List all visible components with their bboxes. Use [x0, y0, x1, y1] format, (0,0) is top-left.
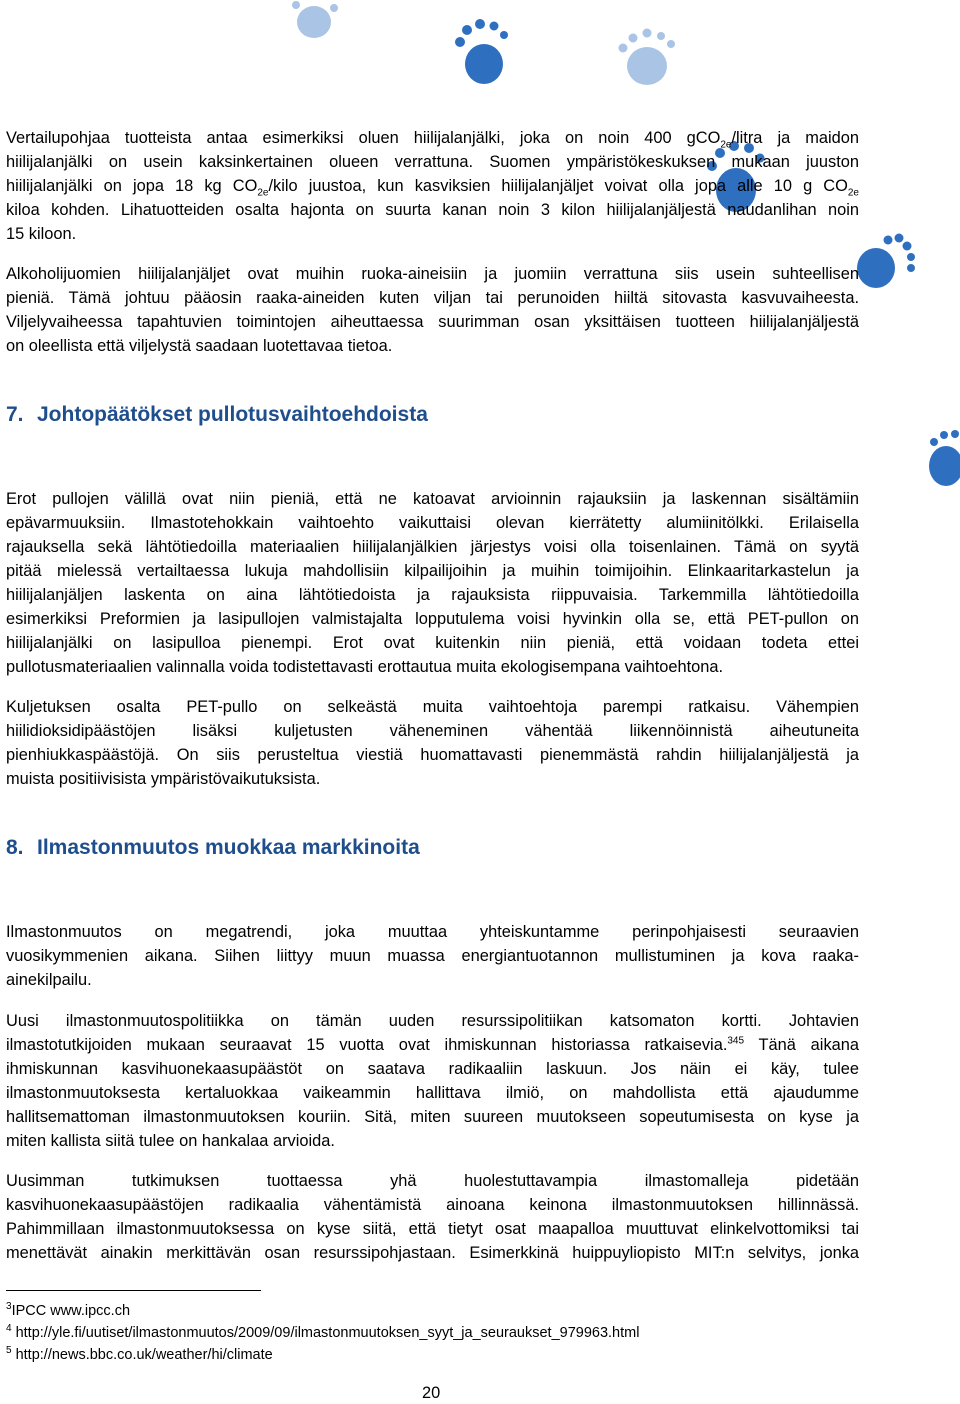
text-line: Kuljetuksen osalta PET-pullo on selkeästä muita vaihtoehtoja parempi ratkaisu. Vähempien	[6, 698, 859, 716]
text-line: kiloa kohden. Lihatuotteiden osalta hajonta on suurta kanan noin 3 kilon hiilijalanjäljestä naudanlihan noin	[6, 201, 859, 219]
footprint-icon	[450, 18, 515, 88]
page-number: 20	[422, 1384, 441, 1402]
text-line: on oleellista että viljelystä saadaan luotettavaa tietoa.	[6, 337, 393, 355]
footprint-icon	[924, 428, 960, 490]
text-line: Uusi ilmastonmuutospolitiikka on tämän uuden resurssipolitiikan katsomaton kortti. Johtavien	[6, 1012, 859, 1030]
text-line: Viljelyvaiheessa tapahtuvien toimintojen aiheuttaessa suurimman osan yksittäisen tuotteen hiilijalanjäljestä	[6, 313, 859, 331]
footprint-icon	[282, 0, 352, 45]
section-heading-8: 8. Ilmastonmuutos muokkaa markkinoita	[6, 836, 420, 859]
footprint-icon	[852, 232, 918, 292]
text-line: ilmastotutkijoiden mukaan seuraavat 15 vuotta ovat ihmiskunnan historiassa ratkaisevia.$^{345}$ Tänä aikana	[6, 1035, 859, 1054]
text-line: pitää mielessä vertailtaessa lukuja mahdollisiin kilpailijoihin ja muihin toimijoihin. Elinkaaritarkastelun ja	[6, 562, 859, 580]
footnote[interactable]: $^4$ http://yle.fi/uutiset/ilmastonmuutos/2009/09/ilmastonmuutoksen_syyt_ja_seuraukset_979963.html	[6, 1323, 640, 1341]
text-line: hiilijalanjäljen laskenta on aina lähtötiedoista ja rajauksista riippuvaisia. Tarkemmilla lähtötiedoilla	[6, 586, 859, 604]
text-line: kasvihuonekaasupäästöjen radikaalia vähentämistä ainoana keinona ilmastonmuutoksen hillinnässä.	[6, 1196, 859, 1214]
footprint-icon	[613, 28, 683, 88]
text-line: miten kallista siitä tulee on hankalaa arvioida.	[6, 1132, 335, 1150]
text-line: pullotusmateriaalien valinnalla voida todistettavasti erottautua muita ekologisempana vaihtoehtona.	[6, 658, 724, 676]
text-line: pieniä. Tämä johtuu pääosin raaka-aineiden kuten viljan tai perunoiden hiiltä sitovasta kasvuvaiheesta.	[6, 289, 859, 307]
text-line: 15 kiloon.	[6, 225, 77, 243]
text-line: muista positiivisista ympäristövaikutuksista.	[6, 770, 321, 788]
text-line: hiilijalanjälki on usein kaksinkertainen olueen verrattuna. Suomen ympäristökeskuksen mukaan juuston	[6, 153, 859, 171]
text-line: rajauksella sekä lähtötiedoilla materiaalien hiilijalanjälkien järjestys voisi olla toisenlainen. Tämä on syytä	[6, 538, 859, 556]
text-line: Alkoholijuomien hiilijalanjäljet ovat muihin ruoka-aineisiin ja juomiin verrattuna siis usein suhteellisen	[6, 265, 859, 283]
footnote-divider	[6, 1290, 261, 1291]
text-line: vuosikymmenien aikana. Siihen liittyy muun muassa energiantuotannon mullistuminen ja kova raaka-	[6, 947, 859, 965]
text-line: ihmiskunnan kasvihuonekaasupäästöt on saatava radikaaliin laskuun. Jos näin ei käy, tulee	[6, 1060, 859, 1078]
text-line: epävarmuuksiin. Ilmastotehokkain vaihtoehto vaikuttaisi olevan kierrätetty alumiinitölkki. Erilaisella	[6, 514, 859, 532]
text-line: hiilijalanjälki on jopa 18 kg $CO_{2e}$/kilo juustoa, kun kasviksien hiilijalanjäljet voivat olla jopa alle 10 g $CO_{2e}$	[6, 177, 859, 199]
footnote[interactable]: $^5$ http://news.bbc.co.uk/weather/hi/climate	[6, 1345, 273, 1363]
text-line: hallitsemattoman ilmastonmuutoksen kouriin. Sitä, miten suureen muutokseen sopeutumisesta on kyse ja	[6, 1108, 859, 1126]
text-line: pienhiukkaspäästöjä. On siis perusteltua viestiä huomattavasti pienemmästä rahdin hiilijalanjäljestä ja	[6, 746, 859, 764]
text-line: menettävät ainakin merkittävän osan resurssipohjastaan. Esimerkkinä huippuyliopisto MIT:n selvitys, jonka	[6, 1244, 859, 1262]
text-line: hiilidioksidipäästöjen lisäksi kuljetusten väheneminen vähentää liikennöinnistä aiheutuneita	[6, 722, 859, 740]
text-line: esimerkiksi Preformien ja lasipullojen valmistajalta lopputulema voisi hyvinkin olla se, että PET-pullon on	[6, 610, 859, 628]
text-line: Erot pullojen välillä ovat niin pieniä, että ne katoavat arvioinnin rajauksiin ja laskennan sisältämiin	[6, 490, 859, 508]
footnote-ref: 345	[727, 1035, 745, 1047]
section-heading-7: 7. Johtopäätökset pullotusvaihtoehdoista	[6, 403, 428, 426]
text-line: ainekilpailu.	[6, 971, 92, 989]
text-line: Ilmastonmuutos on megatrendi, joka muuttaa yhteiskuntamme perinpohjaisesti seuraavien	[6, 923, 859, 941]
footnote: $^3$IPCC www.ipcc.ch	[6, 1301, 131, 1319]
text-line: hiilijalanjälki on lasipulloa pienempi. Erot ovat kuitenkin niin pieniä, että voidaan todeta ettei	[6, 634, 859, 652]
text-line: ilmastonmuutoksesta kertaluokkaa vaikeammin hallittava ilmiö, on mahdollista että ajaudumme	[6, 1084, 859, 1102]
text-line: Pahimmillaan ilmastonmuutoksessa on kyse siitä, että tietyt osat maapalloa muuttuvat elinkelvottomiksi tai	[6, 1220, 859, 1238]
text-line: Vertailupohjaa tuotteista antaa esimerkiksi oluen hiilijalanjälki, joka on noin 400 gCO$_{2e}$/litra ja maidon	[6, 129, 859, 151]
text-line: Uusimman tutkimuksen tuottaessa yhä huolestuttavampia ilmastomalleja pidetään	[6, 1172, 859, 1190]
